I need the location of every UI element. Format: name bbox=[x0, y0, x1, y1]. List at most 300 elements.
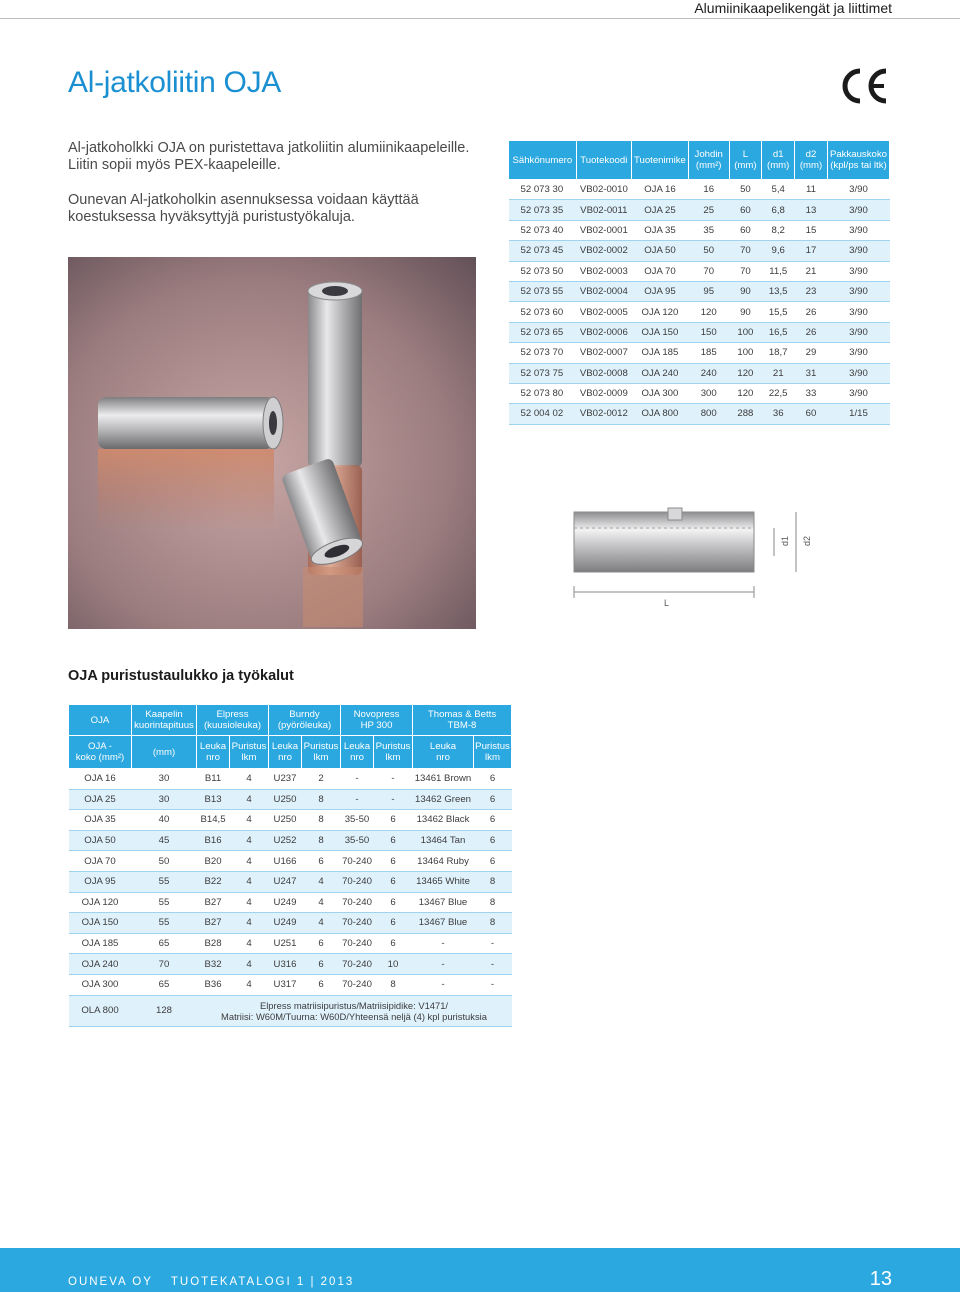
table-cell: 13467 Blue bbox=[413, 892, 474, 913]
table-row bbox=[69, 810, 512, 831]
table-cell: 52 073 70 bbox=[509, 343, 577, 363]
table-cell: VB02-0001 bbox=[576, 220, 631, 240]
col-l-unit: (mm) bbox=[734, 160, 757, 171]
lkm-label: lkm bbox=[485, 752, 500, 763]
col-l bbox=[729, 141, 762, 180]
table-cell: 22,5 bbox=[762, 383, 795, 403]
table-cell: 21 bbox=[795, 261, 828, 281]
intro-paragraph-2 bbox=[68, 192, 488, 226]
table-cell: 3/90 bbox=[827, 322, 889, 342]
table-cell: 6 bbox=[374, 830, 413, 851]
table-cell: 9,6 bbox=[762, 241, 795, 261]
table-cell: 5,4 bbox=[762, 180, 795, 200]
table-cell: 4 bbox=[230, 892, 269, 913]
col-kaapelin bbox=[132, 705, 197, 736]
table-row bbox=[509, 363, 890, 383]
footer-edition: 1 | 2013 bbox=[296, 1276, 355, 1288]
table-cell: 100 bbox=[729, 322, 762, 342]
col-thomas-leuka bbox=[413, 736, 474, 769]
puristus-label: Puristus bbox=[475, 741, 510, 752]
table-cell: 8,2 bbox=[762, 220, 795, 240]
intro-line: Ounevan Al-jatkoholkin asennuksessa voidaan käyttää bbox=[68, 192, 419, 208]
table-cell: 15,5 bbox=[762, 302, 795, 322]
table-cell: 288 bbox=[729, 404, 762, 424]
diagram-label-d2: d2 bbox=[802, 535, 812, 546]
note-line: Elpress matriisipuristus/Matriisipidike: V1471/ bbox=[259, 999, 449, 1011]
table-cell: 6 bbox=[374, 810, 413, 831]
lkm-label: lkm bbox=[385, 752, 401, 763]
table-cell: 52 073 40 bbox=[509, 220, 577, 240]
leuka-label: Leuka bbox=[271, 741, 299, 752]
table-cell: 3/90 bbox=[827, 200, 889, 220]
col-pakkaus-unit: (kpl/ps tai ltk) bbox=[830, 160, 887, 171]
lkm-label: lkm bbox=[241, 752, 257, 763]
table-cell: 70 bbox=[688, 261, 729, 281]
table-cell: B11 bbox=[197, 769, 230, 790]
table-cell: U250 bbox=[269, 789, 302, 810]
table-cell: 8 bbox=[302, 810, 341, 831]
table-cell: U237 bbox=[269, 769, 302, 790]
table-cell: 6 bbox=[474, 830, 512, 851]
table-cell: 70-240 bbox=[341, 851, 374, 872]
table-cell: 6,8 bbox=[762, 200, 795, 220]
table-row bbox=[509, 322, 890, 342]
table-cell: 55 bbox=[132, 913, 197, 934]
table-row bbox=[509, 343, 890, 363]
table-cell: 1/15 bbox=[827, 404, 889, 424]
page-header bbox=[0, 0, 960, 18]
table-cell: 8 bbox=[474, 892, 512, 913]
table-cell: 300 bbox=[688, 383, 729, 403]
table-cell: U166 bbox=[269, 851, 302, 872]
leuka-label: Leuka bbox=[199, 741, 227, 752]
page-footer bbox=[0, 1248, 960, 1292]
page-title: Al-jatkoliitin OJA bbox=[68, 66, 281, 99]
table-cell: 6 bbox=[374, 851, 413, 872]
col-mm: (mm) bbox=[132, 736, 197, 769]
table-cell: 40 bbox=[132, 810, 197, 831]
table-cell: 35 bbox=[688, 220, 729, 240]
table-cell: - bbox=[374, 789, 413, 810]
table-cell: 3/90 bbox=[827, 261, 889, 281]
table-cell: VB02-0004 bbox=[576, 281, 631, 301]
table-cell: 4 bbox=[230, 913, 269, 934]
table-cell: 3/90 bbox=[827, 180, 889, 200]
table-cell: 13464 Tan bbox=[413, 830, 474, 851]
col-d1 bbox=[762, 141, 795, 180]
table-row bbox=[509, 200, 890, 220]
thomas-line-2: TBM-8 bbox=[447, 720, 477, 731]
col-tuotenimike: Tuotenimike bbox=[631, 141, 688, 180]
table-cell: 52 073 30 bbox=[509, 180, 577, 200]
col-burndy bbox=[269, 705, 341, 736]
col-oja: OJA bbox=[69, 705, 132, 736]
table-cell: 8 bbox=[474, 871, 512, 892]
table-cell: 70-240 bbox=[341, 933, 374, 954]
table-cell: 6 bbox=[374, 933, 413, 954]
note-line: Matriisi: W60M/Tuurna: W60D/Yhteensä neljä (4) kpl puristuksia bbox=[221, 1010, 487, 1022]
table-cell: 52 073 65 bbox=[509, 322, 577, 342]
table-cell: 11,5 bbox=[762, 261, 795, 281]
ola-800-note bbox=[197, 995, 512, 1026]
table-cell: B36 bbox=[197, 974, 230, 995]
table-cell: 65 bbox=[132, 974, 197, 995]
col-johdin-label: Johdin bbox=[694, 149, 723, 160]
table-cell: OJA 240 bbox=[631, 363, 688, 383]
table-cell: OJA 50 bbox=[69, 830, 132, 851]
table-cell: OJA 25 bbox=[69, 789, 132, 810]
table-cell: 13462 Green bbox=[413, 789, 474, 810]
col-johdin bbox=[688, 141, 729, 180]
table-cell: - bbox=[474, 974, 512, 995]
table-cell: 6 bbox=[474, 851, 512, 872]
table-cell: 16,5 bbox=[762, 322, 795, 342]
table-row bbox=[69, 851, 512, 872]
table-row-ola-800 bbox=[69, 995, 512, 1026]
table-cell: B28 bbox=[197, 933, 230, 954]
table-cell: - bbox=[341, 789, 374, 810]
table-cell: OJA 185 bbox=[69, 933, 132, 954]
col-novopress bbox=[341, 705, 413, 736]
table-cell: 6 bbox=[302, 954, 341, 975]
table-cell: 60 bbox=[729, 220, 762, 240]
nro-label: nro bbox=[436, 752, 450, 763]
product-table-header bbox=[509, 141, 890, 180]
table-row bbox=[509, 383, 890, 403]
table-cell: 150 bbox=[688, 322, 729, 342]
table-cell: 70 bbox=[729, 261, 762, 281]
table-cell: - bbox=[474, 954, 512, 975]
table-cell: OJA 240 bbox=[69, 954, 132, 975]
crimp-tool-table bbox=[68, 704, 512, 1027]
table-cell: 23 bbox=[795, 281, 828, 301]
table-cell: 120 bbox=[729, 363, 762, 383]
table-cell: 4 bbox=[230, 830, 269, 851]
table-cell: 26 bbox=[795, 302, 828, 322]
col-d2-unit: (mm) bbox=[799, 160, 823, 171]
table-cell: 29 bbox=[795, 343, 828, 363]
table-cell: 70-240 bbox=[341, 974, 374, 995]
table-cell: U249 bbox=[269, 892, 302, 913]
novopress-line-1: Novopress bbox=[353, 709, 400, 720]
table-cell: 50 bbox=[688, 241, 729, 261]
table-row bbox=[509, 302, 890, 322]
table-row bbox=[69, 954, 512, 975]
table-cell: OJA 35 bbox=[69, 810, 132, 831]
col-sahkonumero: Sähkönumero bbox=[509, 141, 577, 180]
table-cell: OJA 800 bbox=[631, 404, 688, 424]
table-cell: 6 bbox=[474, 769, 512, 790]
table-cell: 3/90 bbox=[827, 363, 889, 383]
table-cell: B32 bbox=[197, 954, 230, 975]
table-cell: 65 bbox=[132, 933, 197, 954]
table-cell: 70-240 bbox=[341, 871, 374, 892]
novopress-line-2: HP 300 bbox=[360, 720, 393, 731]
table-cell: OJA 25 bbox=[631, 200, 688, 220]
table-cell: 90 bbox=[729, 281, 762, 301]
footer-left bbox=[68, 1276, 354, 1288]
table-row bbox=[69, 933, 512, 954]
table-cell: VB02-0005 bbox=[576, 302, 631, 322]
table-cell: OJA 16 bbox=[69, 769, 132, 790]
col-novopress-puristus bbox=[374, 736, 413, 769]
table-row bbox=[69, 892, 512, 913]
dimension-diagram bbox=[560, 500, 850, 610]
tool-table-header-1 bbox=[69, 705, 512, 736]
col-pakkauskoko bbox=[827, 141, 889, 180]
col-johdin-unit: (mm²) bbox=[695, 160, 722, 171]
col-tuotekoodi: Tuotekoodi bbox=[576, 141, 631, 180]
table-cell: 3/90 bbox=[827, 343, 889, 363]
table-cell: 15 bbox=[795, 220, 828, 240]
table-cell: 13465 White bbox=[413, 871, 474, 892]
puristus-label: Puristus bbox=[375, 741, 411, 752]
table-cell: 30 bbox=[132, 789, 197, 810]
leuka-label: Leuka bbox=[429, 741, 457, 752]
table-cell: 35-50 bbox=[341, 830, 374, 851]
table-cell: 90 bbox=[729, 302, 762, 322]
table-cell: OJA 70 bbox=[631, 261, 688, 281]
table-cell: OJA 50 bbox=[631, 241, 688, 261]
table-row bbox=[69, 830, 512, 851]
table-cell: 11 bbox=[795, 180, 828, 200]
table-cell: VB02-0009 bbox=[576, 383, 631, 403]
table-cell: 52 073 45 bbox=[509, 241, 577, 261]
nro-label: nro bbox=[350, 752, 364, 763]
table-cell: 4 bbox=[230, 933, 269, 954]
intro-line: Al-jatkoholkki OJA on puristettava jatkoliitin alumiinikaapeleille. bbox=[68, 140, 470, 156]
col-d1-label: d1 bbox=[772, 149, 784, 160]
table-cell: 70-240 bbox=[341, 954, 374, 975]
table-cell: 6 bbox=[474, 789, 512, 810]
table-cell: 55 bbox=[132, 892, 197, 913]
table-cell: VB02-0010 bbox=[576, 180, 631, 200]
table-cell: OJA 35 bbox=[631, 220, 688, 240]
footer-catalog: TUOTEKATALOGI bbox=[170, 1276, 292, 1288]
table-cell: 185 bbox=[688, 343, 729, 363]
diagram-label-d1: d1 bbox=[780, 535, 790, 546]
table-cell: 70 bbox=[132, 954, 197, 975]
product-table bbox=[508, 140, 890, 425]
table-row bbox=[69, 789, 512, 810]
table-cell: VB02-0007 bbox=[576, 343, 631, 363]
table-cell: U249 bbox=[269, 913, 302, 934]
intro-line: Liitin sopii myös PEX-kaapeleille. bbox=[68, 157, 281, 173]
table-cell: OJA 16 bbox=[631, 180, 688, 200]
table-cell: 52 073 60 bbox=[509, 302, 577, 322]
table-cell: VB02-0002 bbox=[576, 241, 631, 261]
table-cell: 3/90 bbox=[827, 281, 889, 301]
table-cell: 128 bbox=[132, 995, 197, 1026]
table-cell: - bbox=[474, 933, 512, 954]
table-cell: B14,5 bbox=[197, 810, 230, 831]
table-cell: 240 bbox=[688, 363, 729, 383]
header-divider bbox=[0, 18, 960, 19]
table-cell: 800 bbox=[688, 404, 729, 424]
table-cell: 13461 Brown bbox=[413, 769, 474, 790]
elpress-line-1: Elpress bbox=[216, 709, 249, 720]
table-cell: U251 bbox=[269, 933, 302, 954]
table-cell: 13462 Black bbox=[413, 810, 474, 831]
table-cell: B20 bbox=[197, 851, 230, 872]
table-cell: 6 bbox=[374, 913, 413, 934]
table-cell: OJA 150 bbox=[69, 913, 132, 934]
table-cell: 33 bbox=[795, 383, 828, 403]
table-cell: U247 bbox=[269, 871, 302, 892]
table-cell: 4 bbox=[230, 810, 269, 831]
table-row bbox=[509, 241, 890, 261]
table-cell: 13 bbox=[795, 200, 828, 220]
header-title: Alumiinikaapelikengät ja liittimet bbox=[694, 0, 892, 16]
diagram-label-l: L bbox=[664, 598, 670, 608]
col-thomas-betts bbox=[413, 705, 512, 736]
table-cell: OJA 300 bbox=[631, 383, 688, 403]
table-cell: 52 073 80 bbox=[509, 383, 577, 403]
table-cell: OLA 800 bbox=[69, 995, 132, 1026]
col-elpress bbox=[197, 705, 269, 736]
table-cell: 8 bbox=[474, 913, 512, 934]
table-cell: - bbox=[341, 769, 374, 790]
table-cell: 3/90 bbox=[827, 220, 889, 240]
table-cell: 3/90 bbox=[827, 302, 889, 322]
table-cell: 100 bbox=[729, 343, 762, 363]
table-cell: 50 bbox=[729, 180, 762, 200]
table-cell: 70-240 bbox=[341, 913, 374, 934]
table-cell: 3/90 bbox=[827, 383, 889, 403]
table-cell: 50 bbox=[132, 851, 197, 872]
table-cell: VB02-0012 bbox=[576, 404, 631, 424]
oja-koko-line-1: OJA - bbox=[88, 741, 112, 752]
section-title: OJA puristustaulukko ja työkalut bbox=[68, 668, 294, 684]
table-row bbox=[509, 220, 890, 240]
table-row bbox=[509, 180, 890, 200]
table-cell: 52 073 55 bbox=[509, 281, 577, 301]
tool-table-header-2 bbox=[69, 736, 512, 769]
col-novopress-leuka bbox=[341, 736, 374, 769]
table-cell: 70-240 bbox=[341, 892, 374, 913]
nro-label: nro bbox=[278, 752, 292, 763]
table-row bbox=[509, 404, 890, 424]
oja-koko-line-2: koko (mm²) bbox=[75, 752, 125, 763]
table-cell: 18,7 bbox=[762, 343, 795, 363]
table-cell: U317 bbox=[269, 974, 302, 995]
table-cell: 52 073 50 bbox=[509, 261, 577, 281]
table-cell: 6 bbox=[302, 851, 341, 872]
table-cell: 4 bbox=[230, 769, 269, 790]
puristus-label: Puristus bbox=[231, 741, 267, 752]
table-cell: 4 bbox=[230, 851, 269, 872]
table-cell: 52 073 35 bbox=[509, 200, 577, 220]
table-cell: 4 bbox=[302, 871, 341, 892]
table-cell: 52 073 75 bbox=[509, 363, 577, 383]
table-cell: 13467 Blue bbox=[413, 913, 474, 934]
table-cell: - bbox=[413, 933, 474, 954]
table-cell: 31 bbox=[795, 363, 828, 383]
table-row bbox=[69, 871, 512, 892]
table-cell: B13 bbox=[197, 789, 230, 810]
table-cell: 36 bbox=[762, 404, 795, 424]
table-cell: U316 bbox=[269, 954, 302, 975]
table-cell: 45 bbox=[132, 830, 197, 851]
table-cell: VB02-0011 bbox=[576, 200, 631, 220]
table-cell: OJA 185 bbox=[631, 343, 688, 363]
table-cell: OJA 120 bbox=[631, 302, 688, 322]
table-cell: 3/90 bbox=[827, 241, 889, 261]
table-cell: U252 bbox=[269, 830, 302, 851]
col-burndy-leuka bbox=[269, 736, 302, 769]
table-cell: 8 bbox=[374, 974, 413, 995]
page-number: 13 bbox=[869, 1268, 892, 1290]
table-cell: 13464 Ruby bbox=[413, 851, 474, 872]
footer-company: OUNEVA OY bbox=[68, 1276, 153, 1288]
nro-label: nro bbox=[206, 752, 220, 763]
table-cell: 55 bbox=[132, 871, 197, 892]
table-cell: OJA 95 bbox=[69, 871, 132, 892]
table-cell: B22 bbox=[197, 871, 230, 892]
table-cell: OJA 120 bbox=[69, 892, 132, 913]
table-cell: 4 bbox=[230, 954, 269, 975]
table-cell: U250 bbox=[269, 810, 302, 831]
table-cell: 70 bbox=[729, 241, 762, 261]
table-cell: 8 bbox=[302, 830, 341, 851]
table-cell: 4 bbox=[302, 913, 341, 934]
table-cell: 4 bbox=[302, 892, 341, 913]
table-cell: 8 bbox=[302, 789, 341, 810]
table-cell: OJA 95 bbox=[631, 281, 688, 301]
table-cell: - bbox=[413, 974, 474, 995]
table-cell: - bbox=[374, 769, 413, 790]
col-thomas-puristus bbox=[474, 736, 512, 769]
table-cell: OJA 70 bbox=[69, 851, 132, 872]
col-elpress-puristus bbox=[230, 736, 269, 769]
table-cell: 4 bbox=[230, 974, 269, 995]
table-cell: VB02-0008 bbox=[576, 363, 631, 383]
col-d2-label: d2 bbox=[805, 149, 817, 160]
table-cell: 35-50 bbox=[341, 810, 374, 831]
table-cell: 2 bbox=[302, 769, 341, 790]
table-cell: VB02-0006 bbox=[576, 322, 631, 342]
table-cell: 26 bbox=[795, 322, 828, 342]
table-row bbox=[69, 769, 512, 790]
table-cell: B16 bbox=[197, 830, 230, 851]
elpress-line-2: (kuusioleuka) bbox=[203, 720, 262, 731]
burndy-line-1: Burndy bbox=[289, 709, 320, 720]
table-cell: 13,5 bbox=[762, 281, 795, 301]
table-cell: VB02-0003 bbox=[576, 261, 631, 281]
thomas-line-1: Thomas & Betts bbox=[427, 709, 497, 720]
table-cell: 10 bbox=[374, 954, 413, 975]
table-cell: 120 bbox=[729, 383, 762, 403]
table-cell: 6 bbox=[302, 933, 341, 954]
table-cell: 6 bbox=[474, 810, 512, 831]
table-cell: 25 bbox=[688, 200, 729, 220]
table-cell: - bbox=[413, 954, 474, 975]
table-row bbox=[509, 261, 890, 281]
table-cell: 6 bbox=[302, 974, 341, 995]
table-cell: 6 bbox=[374, 871, 413, 892]
table-cell: 30 bbox=[132, 769, 197, 790]
col-oja-koko bbox=[69, 736, 132, 769]
col-pakkaus-label: Pakkauskoko bbox=[829, 149, 887, 160]
table-cell: OJA 150 bbox=[631, 322, 688, 342]
col-d2 bbox=[795, 141, 828, 180]
intro-line: koestuksessa hyväksyttyjä puristustyökaluja. bbox=[68, 209, 355, 225]
ce-mark-logo bbox=[836, 66, 892, 106]
col-d1-unit: (mm) bbox=[767, 160, 790, 171]
table-cell: 60 bbox=[729, 200, 762, 220]
table-cell: B27 bbox=[197, 913, 230, 934]
table-cell: 6 bbox=[374, 892, 413, 913]
